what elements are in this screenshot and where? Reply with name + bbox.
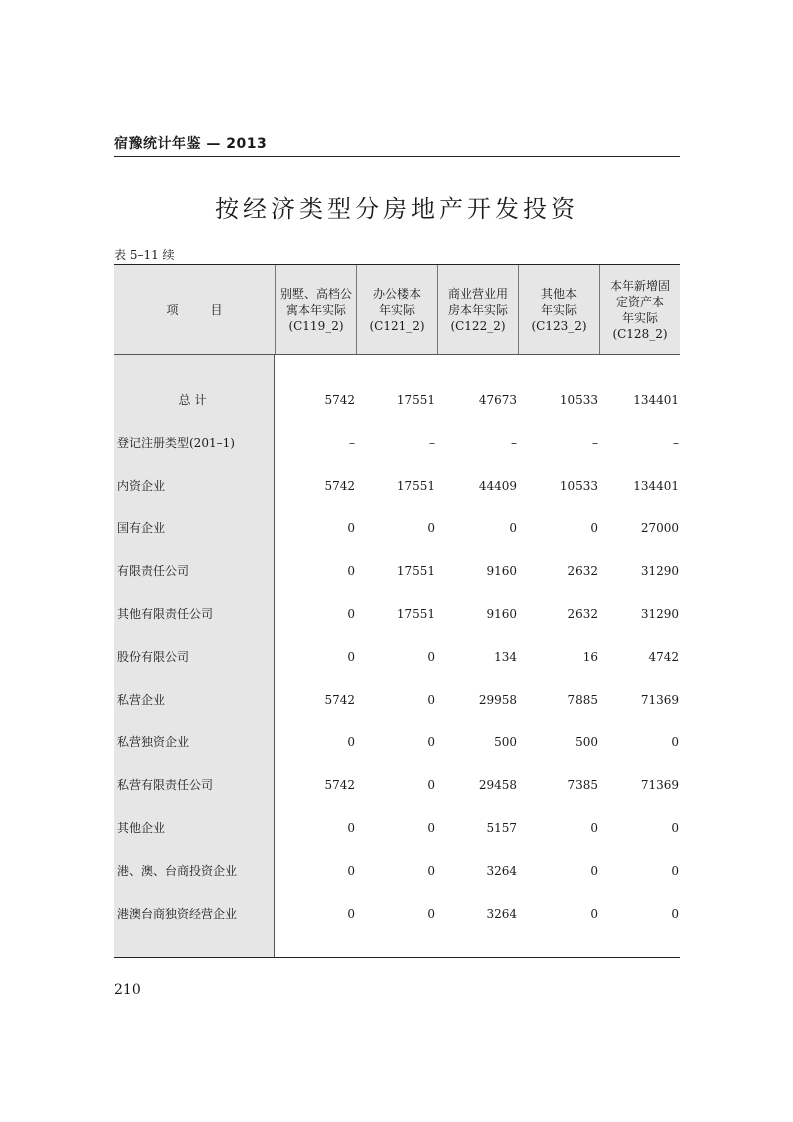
- column-header-line: 年实际: [378, 302, 415, 317]
- running-head-title: 宿豫统计年鉴 — 2013: [114, 136, 268, 152]
- running-head: [114, 134, 680, 157]
- table-cell: 0: [347, 564, 355, 579]
- row-label: 总计: [178, 393, 211, 407]
- table-cell: 31290: [640, 564, 679, 579]
- table-cell: 0: [427, 863, 435, 878]
- stub-header: 项目: [114, 265, 275, 354]
- table-cell: 5742: [324, 478, 355, 493]
- table-cell: –: [511, 435, 517, 450]
- column-header-3: [437, 265, 518, 354]
- table-cell: 0: [671, 863, 679, 878]
- table-row: [114, 775, 680, 795]
- table-cell: 10533: [559, 393, 598, 407]
- table-row: [114, 690, 680, 710]
- table-cell: 17551: [396, 607, 435, 621]
- column-header-line: 年实际: [621, 310, 658, 325]
- column-header-text: [610, 278, 670, 342]
- table-cell: 134: [494, 649, 517, 664]
- table-row: [114, 561, 680, 581]
- column-header-line: 本年新增固: [609, 278, 670, 293]
- table-cell: 31290: [640, 607, 679, 621]
- column-header-2: [356, 265, 437, 354]
- table-cell: 4742: [648, 649, 679, 664]
- table-row: [114, 818, 680, 838]
- row-label: 私营有限责任公司: [117, 778, 214, 793]
- data-table: [114, 264, 680, 958]
- table-cell: 47673: [478, 393, 517, 407]
- table-cell: 134401: [633, 393, 679, 407]
- table-cell: 44409: [478, 478, 517, 493]
- page-title: 按经济类型分房地产开发投资: [215, 195, 579, 223]
- row-label: 港、澳、台商投资企业: [117, 863, 238, 878]
- table-cell: 17551: [396, 393, 435, 407]
- row-label: 私营独资企业: [117, 735, 190, 750]
- column-header-text: [369, 286, 424, 334]
- column-header-line: 定资产本: [615, 294, 664, 309]
- table-cell: 0: [347, 521, 355, 536]
- column-header-5: [599, 265, 680, 354]
- table-cell: 71369: [640, 778, 679, 793]
- table-cell: 0: [427, 906, 435, 921]
- row-label: 私营企业: [117, 692, 166, 707]
- table-cell: 5742: [324, 692, 355, 707]
- table-cell: 71369: [640, 692, 679, 707]
- column-header-line: 寓本年实际: [285, 302, 346, 317]
- table-cell: 5742: [324, 393, 355, 407]
- table-cell: 0: [347, 863, 355, 878]
- table-cell: 17551: [396, 564, 435, 579]
- row-label: 股份有限公司: [117, 649, 190, 664]
- table-cell: 0: [347, 821, 355, 835]
- column-header-line: 办公楼本: [372, 286, 421, 301]
- table-cell: 7385: [567, 778, 598, 793]
- column-header-1: [275, 265, 356, 354]
- column-header-text: [531, 286, 586, 334]
- table-cell: 500: [494, 735, 517, 750]
- column-header-line: (C128_2): [612, 326, 668, 341]
- table-cell: 3264: [486, 906, 517, 921]
- row-label: 内资企业: [117, 478, 166, 493]
- row-label: 其他有限责任公司: [117, 607, 214, 621]
- table-header: [114, 265, 680, 355]
- table-cell: 5157: [486, 821, 517, 835]
- table-cell: 0: [590, 906, 598, 921]
- row-label: 有限责任公司: [117, 564, 190, 579]
- table-cell: 7885: [567, 692, 598, 707]
- row-label: 港澳台商独资经营企业: [117, 906, 238, 921]
- table-cell: 0: [347, 906, 355, 921]
- table-cell: 0: [590, 821, 598, 835]
- table-cell: 0: [509, 521, 517, 536]
- table-row: [114, 861, 680, 881]
- table-cell: 0: [671, 821, 679, 835]
- table-cell: –: [349, 435, 355, 450]
- table-cell: 0: [590, 863, 598, 878]
- row-label: 登记注册类型(201–1): [117, 435, 235, 450]
- table-row: [114, 518, 680, 538]
- table-cell: 3264: [486, 863, 517, 878]
- column-header-line: (C123_2): [531, 318, 587, 333]
- table-cell: 0: [427, 735, 435, 750]
- table-cell: 10533: [559, 478, 598, 493]
- table-cell: 0: [347, 735, 355, 750]
- column-header-line: 年实际: [540, 302, 577, 317]
- column-header-line: (C121_2): [369, 318, 425, 333]
- table-cell: –: [673, 435, 679, 450]
- table-cell: 0: [347, 649, 355, 664]
- column-header-line: 别墅、高档公: [279, 286, 352, 301]
- column-header-line: (C122_2): [450, 318, 506, 333]
- table-cell: 0: [671, 906, 679, 921]
- table-cell: 27000: [640, 521, 679, 536]
- table-row: [114, 433, 680, 453]
- table-note: 表 5–11 续: [114, 248, 175, 262]
- row-label: 其他企业: [117, 821, 166, 835]
- table-cell: 2632: [567, 564, 598, 579]
- table-cell: 0: [347, 607, 355, 621]
- table-cell: 0: [671, 735, 679, 750]
- column-header-text: [448, 286, 508, 334]
- table-cell: 29958: [478, 692, 517, 707]
- table-cell: 29458: [478, 778, 517, 793]
- column-header-line: 房本年实际: [447, 302, 508, 317]
- table-cell: 0: [427, 521, 435, 536]
- column-header-line: 其他本: [540, 286, 577, 301]
- table-cell: 0: [427, 692, 435, 707]
- table-cell: 9160: [486, 607, 517, 621]
- table-cell: 0: [590, 521, 598, 536]
- table-row: [114, 476, 680, 496]
- column-header-text: [280, 286, 352, 334]
- row-label: 国有企业: [117, 521, 166, 536]
- table-cell: 134401: [633, 478, 679, 493]
- table-row: [114, 604, 680, 624]
- table-row: [114, 732, 680, 752]
- table-cell: 5742: [324, 778, 355, 793]
- table-row: [114, 647, 680, 667]
- column-header-4: [518, 265, 599, 354]
- page-number: 210: [114, 982, 141, 998]
- table-cell: 500: [575, 735, 598, 750]
- table-cell: 17551: [396, 478, 435, 493]
- table-row: [114, 390, 680, 410]
- table-cell: –: [429, 435, 435, 450]
- column-header-line: (C119_2): [288, 318, 344, 333]
- table-cell: 0: [427, 778, 435, 793]
- table-cell: 16: [582, 649, 598, 664]
- table-cell: 0: [427, 649, 435, 664]
- column-header-line: 商业营业用: [447, 286, 508, 301]
- table-cell: 2632: [567, 607, 598, 621]
- table-cell: 0: [427, 821, 435, 835]
- table-cell: –: [592, 435, 598, 450]
- table-cell: 9160: [486, 564, 517, 579]
- table-row: [114, 904, 680, 924]
